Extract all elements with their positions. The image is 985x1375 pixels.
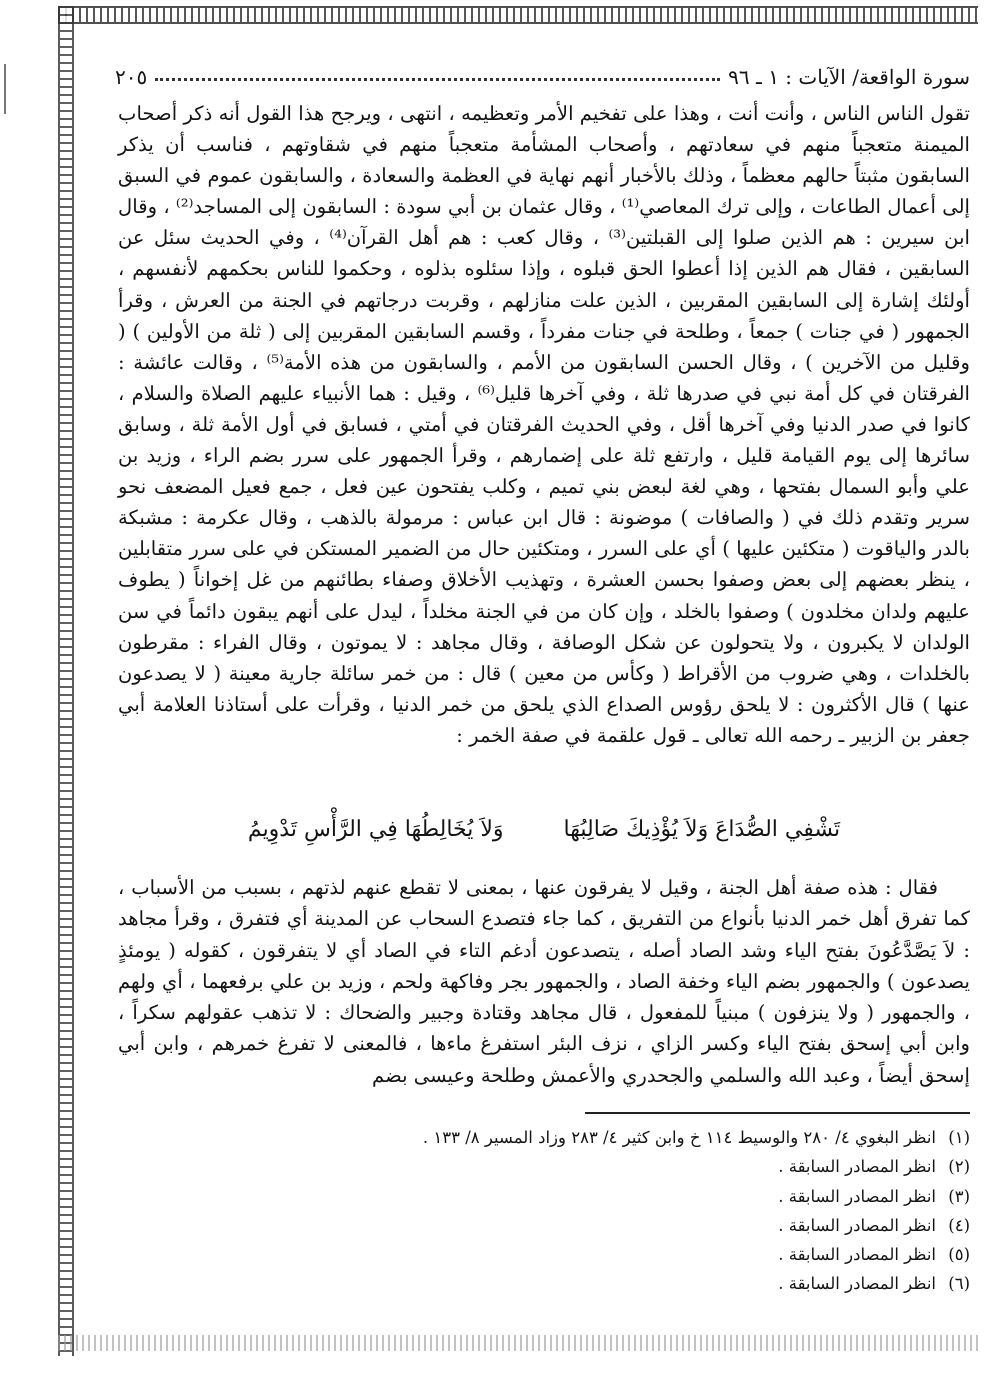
footnote-number: (١): [948, 1128, 970, 1147]
footnote: [118, 1182, 970, 1211]
footnote-number: (٣): [948, 1186, 970, 1206]
footnote-text: انظر المصادر السابقة .: [778, 1215, 936, 1235]
body-text-block-1: [118, 98, 970, 751]
footnote-separator: [585, 1112, 970, 1114]
footnote-text: انظر المصادر السابقة .: [778, 1274, 936, 1294]
footnote-text: انظر المصادر السابقة .: [778, 1245, 936, 1265]
footnote-number: (٢): [948, 1157, 970, 1177]
decorative-border-left: [58, 6, 74, 1356]
footnote-text: انظر البغوي ٤/ ٢٨٠ والوسيط ١١٤ خ وابن كثير ٤/ ٢٨٣ وزاد المسير ٨/ ١٣٣ .: [422, 1128, 936, 1147]
body-paragraph: فقال : هذه صفة أهل الجنة ، وقيل لا يفرقون عنها ، بمعنى لا تقطع عنهم لذتهم ، بسبب من الأسباب ، كما تفرق أهل خمر الدنيا بأنواع من التفريق ، كما جاء فتصدع السحاب عن المدينة أي فتفرق ، وقرأ مجاهد : لاَ يَصَّدَّعُونَ بفتح الياء وشد الصاد أصله ، يتصدعون أدغم التاء في الصاد أي لا يتفرقون ، كقوله ( يومئذٍ يصدعون ) والجمهور بضم الياء وخفة الصاد ، والجمهور بجر وفاكهة ولحم ، وزيد بن علي برفعهما ، أي ولهم ، والجمهور ( ولا ينزفون ) مبنياً للمفعول ، قال مجاهد وقتادة وجبير والضحاك : لا تذهب عقولهم سكراً ، وابن أبي إسحق بفتح الياء وكسر الزاي ، نزف البئر استفرغ ماءها ، فالمعنى لا تفرغ خمرهم ، وابن أبي إسحق أيضاً ، وعبد الله والسلمي والجحدري والأعمش وطلحة وعيسى بضم: [118, 876, 970, 1087]
footnote: [118, 1152, 970, 1181]
body-text-block-2: [118, 872, 970, 1091]
header-title: سورة الواقعة/ الآيات : ١ ـ ٩٦: [728, 65, 970, 89]
footnotes: [118, 1123, 970, 1299]
verse-hemistich-second: وَلاَ يُخَالِطُهَا فِي الرَّأْسِ تَدْوِيمُ: [247, 817, 504, 842]
verse-hemistich-first: تَشْفِي الصُّدَاعَ وَلاَ يُؤْذِيكَ صَالِبُهَا: [563, 817, 841, 842]
page-number: ٢٠٥: [115, 65, 148, 89]
footnote: [118, 1211, 970, 1240]
decorative-border-bottom: [58, 1335, 978, 1351]
footnote-number: (٥): [948, 1245, 970, 1265]
footnote: [118, 1269, 970, 1298]
footnote-number: (٤): [948, 1215, 970, 1235]
footnote: [118, 1123, 970, 1152]
footnote-number: (٦): [948, 1274, 970, 1294]
decorative-border-top: [58, 6, 978, 24]
running-header: [115, 60, 970, 94]
footnote-text: انظر المصادر السابقة .: [778, 1157, 936, 1177]
poetry-verse: [118, 810, 970, 850]
header-leader-dots: [155, 78, 720, 81]
body-paragraph: تقول الناس الناس ، وأنت أنت ، وهذا على تفخيم الأمر وتعظيمه ، انتهى ، ويرجح هذا القول أنه ذكر أصحاب الميمنة متعجباً منهم في سعادتهم ، وأصحاب المشأمة متعجباً منهم في شقاوتهم ، فناسب أن يذكر السابقون مثبتاً حالهم معظماً ، وذلك بالأخبار أنهم نهاية في العظمة والسعادة ، والسابقون عموم في السبق إلى أعمال الطاعات ، وإلى ترك المعاصي⁽¹⁾ ، وقال عثمان بن أبي سودة : السابقون إلى المساجد⁽²⁾ ، وقال ابن سيرين : هم الذين صلوا إلى القبلتين⁽³⁾ ، وقال كعب : هم أهل القرآن⁽⁴⁾ ، وفي الحديث سئل عن السابقين ، فقال هم الذين إذا أعطوا الحق قبلوه ، وإذا سئلوه بذلوه ، وحكموا للناس بحكمهم لأنفسهم ، أولئك إشارة إلى السابقين المقربين ، الذين علت منازلهم ، وقربت درجاتهم في الجنة من العرش ، وقرأ الجمهور ( في جنات ) جمعاً ، وطلحة في جنات مفرداً ، وقسم السابقين المقربين إلى ( ثلة من الأولين ) ( وقليل من الآخرين ) ، وقال الحسن السابقون من الأمم ، والسابقون من هذه الأمة⁽⁵⁾ ، وقالت عائشة : الفرقتان في كل أمة نبي في صدرها ثلة ، وفي آخرها قليل⁽⁶⁾ ، وقيل : هما الأنبياء عليهم الصلاة والسلام ، كانوا في صدر الدنيا وفي آخرها أقل ، وفي الحديث الفرقتان في أمتي ، فسابق في أول الأمة ثلة ، وسابق سائرها إلى يوم القيامة قليل ، وارتفع ثلة على إضمارهم ، وقرأ الجمهور على سرر بضم الراء ، وزيد بن علي وأبو السمال بفتحها ، وهي لغة لبعض بني تميم ، وكلب يفتحون عين فعل ، جمع فعيل المضعف نحو سرير وتقدم ذلك في ( والصافات ) موضونة : قال ابن عباس : مرمولة بالذهب ، وقال عكرمة : مشبكة بالدر والياقوت ( متكئين عليها ) أي على السرر ، ومتكئين حال من الضمير المستكن في على سرر متقابلين ، ينظر بعضهم إلى بعض وصفوا بحسن العشرة ، وتهذيب الأخلاق وصفاء بطائنهم من غل إخواناً ( يطوف عليهم ولدان مخلدون ) وصفوا بالخلد ، وإن كان من في الجنة مخلداً ، ليدل على أنهم يبقون دائماً في سن الولدان لا يكبرون ، ولا يتحولون عن شكل الوصافة ، وقال مجاهد : لا يموتون ، وقال الفراء : مقرطون بالخلدات ، وهي ضروب من الأقراط ( وكأس من معين ) قال : من خمر سائلة جارية معينة ( لا يصدعون عنها ) قال الأكثرون : لا يلحق رؤوس الصداع الذي يلحق من خمر الدنيا ، وقرأت على أستاذنا العلامة أبي جعفر بن الزبير ـ رحمه الله تعالى ـ قول علقمة في صفة الخمر :: [118, 102, 970, 747]
footnote-text: انظر المصادر السابقة .: [778, 1186, 936, 1206]
footnote: [118, 1240, 970, 1269]
margin-mark: [4, 64, 6, 114]
